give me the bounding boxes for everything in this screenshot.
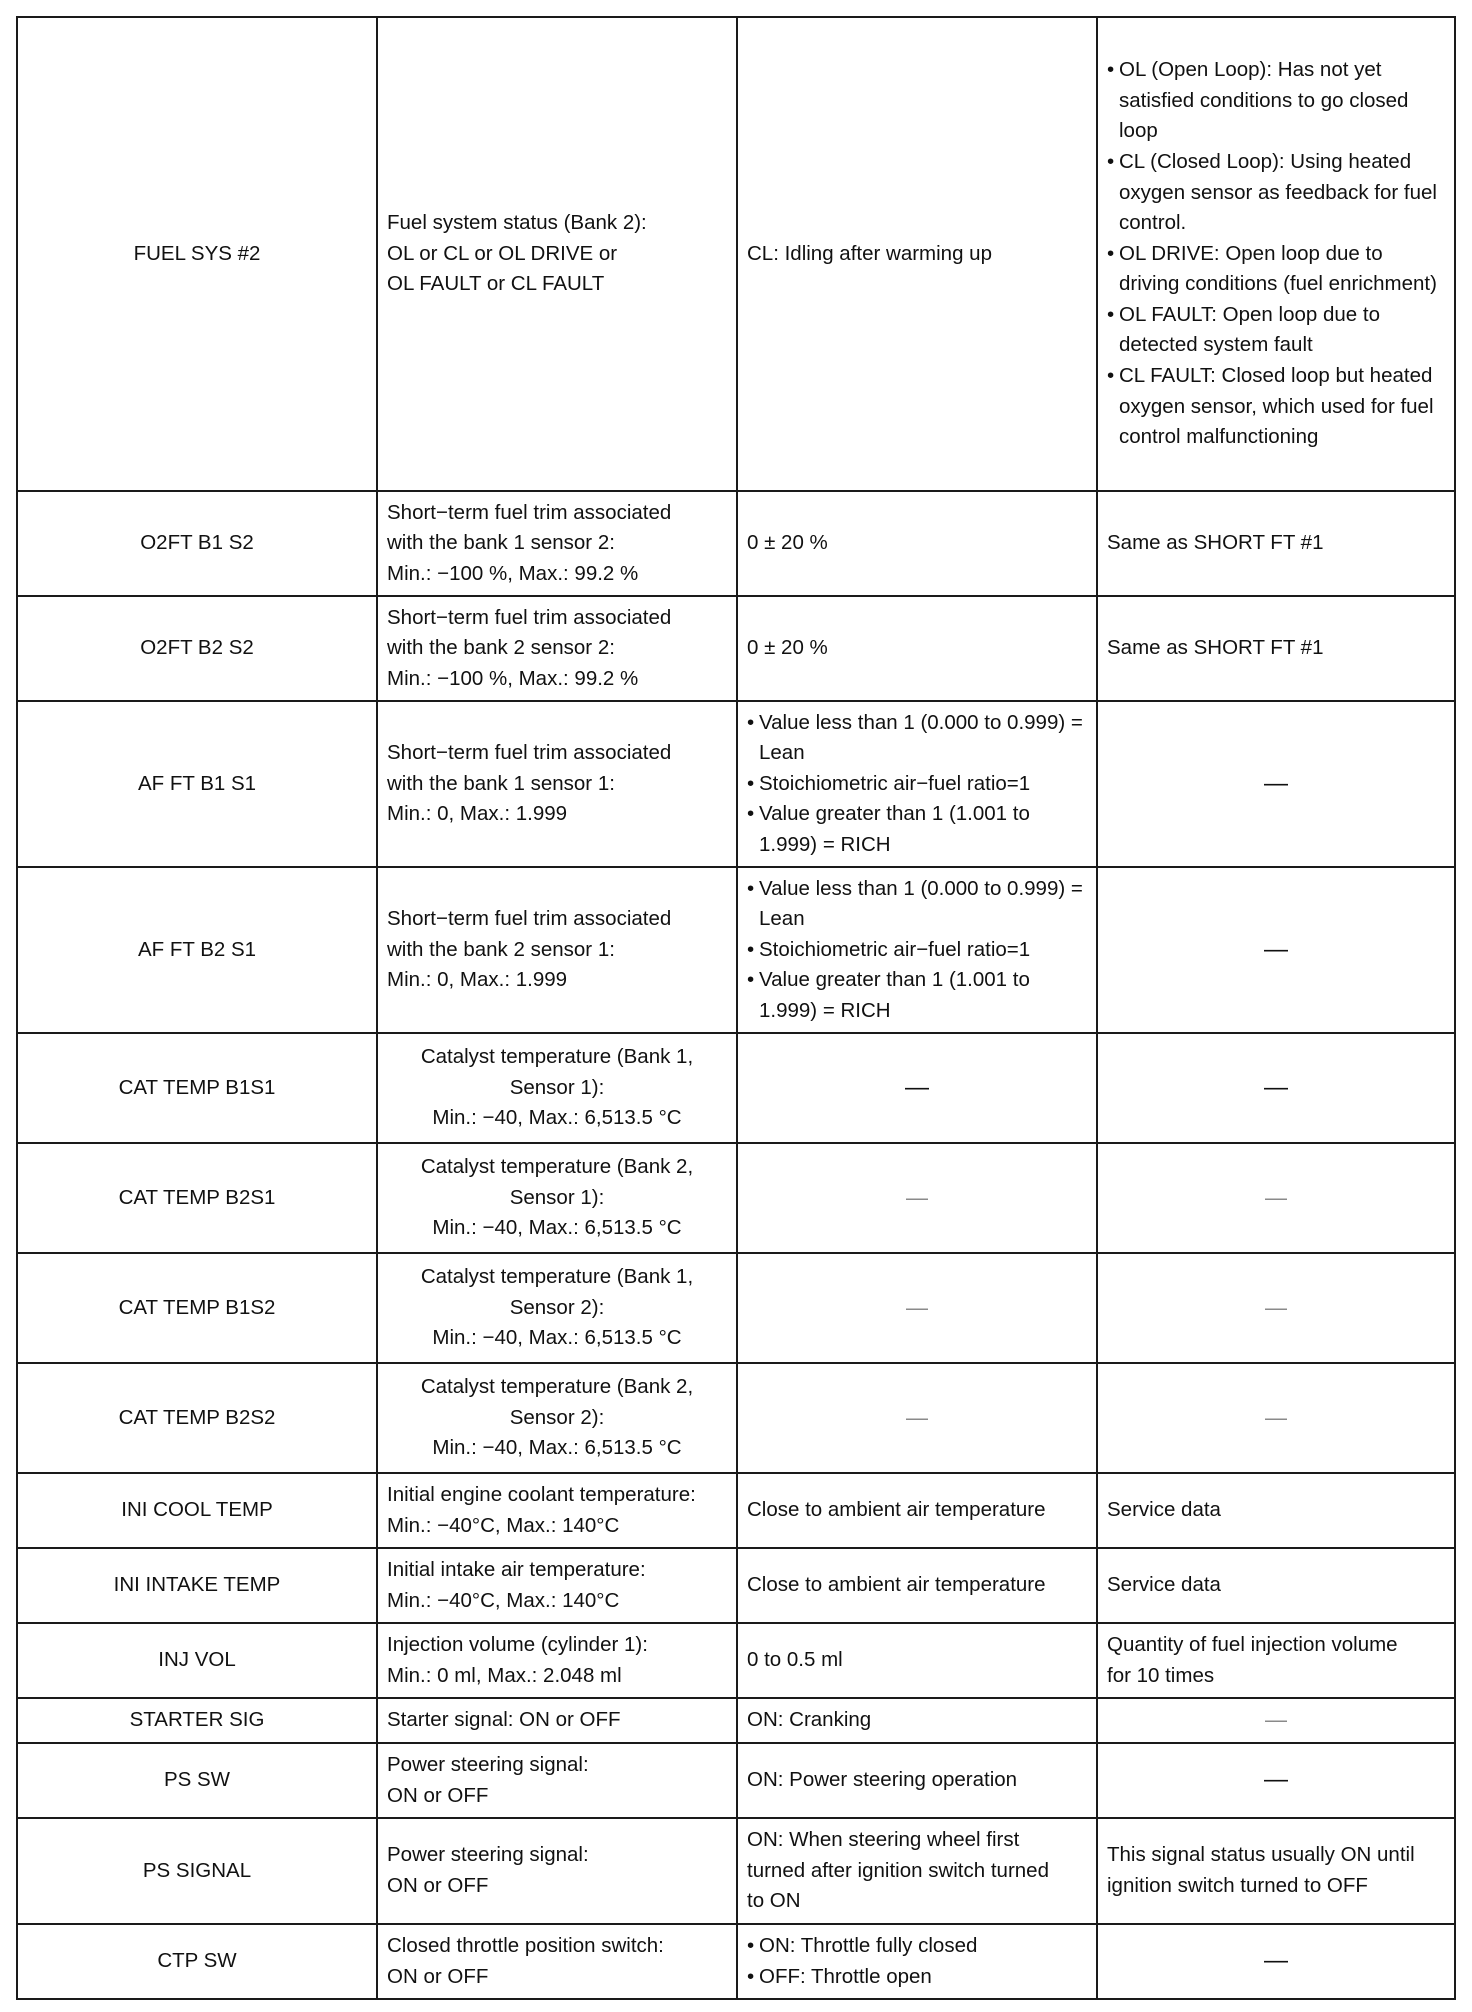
- condition-cell: Close to ambient air temperature: [737, 1473, 1097, 1548]
- condition-cell: 0 ± 20 %: [737, 596, 1097, 701]
- item-cell: O2FT B2 S2: [17, 596, 377, 701]
- list-item: • OL (Open Loop): Has not yet satisfied conditions to go closed loop: [1107, 55, 1448, 147]
- table-row: [17, 1253, 1455, 1363]
- diagnostic-note-cell: Service data: [1097, 1548, 1455, 1623]
- table-row: [17, 596, 1455, 701]
- list-item: • OL FAULT: Open loop due to detected system fault: [1107, 300, 1448, 361]
- diagnostic-note-cell: —: [1097, 867, 1455, 1033]
- diagnostic-note-cell: Same as SHORT FT #1: [1097, 491, 1455, 596]
- condition-cell: [737, 867, 1097, 1033]
- list-item: • OFF: Throttle open: [747, 1962, 1087, 1993]
- condition-cell: —: [737, 1033, 1097, 1143]
- diagnostic-note-cell: —: [1097, 1143, 1455, 1253]
- condition-cell: —: [737, 1143, 1097, 1253]
- table-row: [17, 1363, 1455, 1473]
- condition-cell: ON: Cranking: [737, 1698, 1097, 1743]
- diagnostic-note-cell: [1097, 17, 1455, 491]
- measurement-cell: Initial intake air temperature: Min.: −40°C, Max.: 140°C: [377, 1548, 737, 1623]
- list-item: • Value less than 1 (0.000 to 0.999) = Lean: [747, 708, 1087, 769]
- item-cell: CAT TEMP B2S1: [17, 1143, 377, 1253]
- condition-cell: 0 to 0.5 ml: [737, 1623, 1097, 1698]
- measurement-cell: Power steering signal: ON or OFF: [377, 1818, 737, 1924]
- list-item: • Value greater than 1 (1.001 to 1.999) = RICH: [747, 965, 1087, 1026]
- list-item: • ON: Throttle fully closed: [747, 1931, 1087, 1962]
- table-row: [17, 1143, 1455, 1253]
- item-cell: AF FT B1 S1: [17, 701, 377, 867]
- list-item: • CL (Closed Loop): Using heated oxygen sensor as feedback for fuel control.: [1107, 147, 1448, 239]
- table-row: [17, 1698, 1455, 1743]
- measurement-cell: Short−term fuel trim associated with the bank 2 sensor 2: Min.: −100 %, Max.: 99.2 %: [377, 596, 737, 701]
- diagnostic-note-cell: Same as SHORT FT #1: [1097, 596, 1455, 701]
- condition-cell: Close to ambient air temperature: [737, 1548, 1097, 1623]
- table-row: [17, 701, 1455, 867]
- table-row: [17, 1743, 1455, 1818]
- table-row: [17, 1924, 1455, 1999]
- table-row: [17, 1473, 1455, 1548]
- condition-cell: [737, 701, 1097, 867]
- condition-cell: ON: When steering wheel first turned after ignition switch turned to ON: [737, 1818, 1097, 1924]
- item-cell: CTP SW: [17, 1924, 377, 1999]
- measurement-cell: Starter signal: ON or OFF: [377, 1698, 737, 1743]
- measurement-cell: Closed throttle position switch: ON or OFF: [377, 1924, 737, 1999]
- list-item: • Value greater than 1 (1.001 to 1.999) = RICH: [747, 799, 1087, 860]
- item-cell: PS SW: [17, 1743, 377, 1818]
- item-cell: STARTER SIG: [17, 1698, 377, 1743]
- data-list-table: [16, 16, 1456, 2000]
- item-cell: CAT TEMP B2S2: [17, 1363, 377, 1473]
- list-item: • Stoichiometric air−fuel ratio=1: [747, 935, 1087, 966]
- condition-cell: CL: Idling after warming up: [737, 17, 1097, 491]
- item-cell: O2FT B1 S2: [17, 491, 377, 596]
- table-row: [17, 867, 1455, 1033]
- item-cell: CAT TEMP B1S2: [17, 1253, 377, 1363]
- measurement-cell: Short−term fuel trim associated with the bank 1 sensor 2: Min.: −100 %, Max.: 99.2 %: [377, 491, 737, 596]
- condition-cell: ON: Power steering operation: [737, 1743, 1097, 1818]
- measurement-cell: Short−term fuel trim associated with the bank 1 sensor 1: Min.: 0, Max.: 1.999: [377, 701, 737, 867]
- condition-cell: 0 ± 20 %: [737, 491, 1097, 596]
- table-row: [17, 1548, 1455, 1623]
- diagnostic-note-cell: This signal status usually ON until ignition switch turned to OFF: [1097, 1818, 1455, 1924]
- table-row: [17, 491, 1455, 596]
- measurement-cell: Catalyst temperature (Bank 2, Sensor 1): Min.: −40, Max.: 6,513.5 °C: [377, 1143, 737, 1253]
- diagnostic-note-cell: Quantity of fuel injection volume for 10 times: [1097, 1623, 1455, 1698]
- table-row: [17, 1623, 1455, 1698]
- diagnostic-note-cell: —: [1097, 1743, 1455, 1818]
- condition-cell: —: [737, 1363, 1097, 1473]
- list-item: • CL FAULT: Closed loop but heated oxygen sensor, which used for fuel control malfunctioning: [1107, 361, 1448, 453]
- diagnostic-note-cell: —: [1097, 1698, 1455, 1743]
- list-item: • Value less than 1 (0.000 to 0.999) = Lean: [747, 874, 1087, 935]
- measurement-cell: Short−term fuel trim associated with the bank 2 sensor 1: Min.: 0, Max.: 1.999: [377, 867, 737, 1033]
- table-row: [17, 1033, 1455, 1143]
- diagnostic-note-cell: —: [1097, 1363, 1455, 1473]
- condition-cell: [737, 1924, 1097, 1999]
- table-row: [17, 17, 1455, 491]
- diagnostic-note-cell: —: [1097, 1924, 1455, 1999]
- measurement-cell: Catalyst temperature (Bank 1, Sensor 1): Min.: −40, Max.: 6,513.5 °C: [377, 1033, 737, 1143]
- measurement-cell: Injection volume (cylinder 1): Min.: 0 ml, Max.: 2.048 ml: [377, 1623, 737, 1698]
- list-item: • Stoichiometric air−fuel ratio=1: [747, 769, 1087, 800]
- item-cell: INJ VOL: [17, 1623, 377, 1698]
- item-cell: INI INTAKE TEMP: [17, 1548, 377, 1623]
- diagnostic-note-cell: —: [1097, 701, 1455, 867]
- table-row: [17, 1818, 1455, 1924]
- item-cell: CAT TEMP B1S1: [17, 1033, 377, 1143]
- list-item: • OL DRIVE: Open loop due to driving conditions (fuel enrichment): [1107, 239, 1448, 300]
- measurement-cell: Fuel system status (Bank 2): OL or CL or OL DRIVE or OL FAULT or CL FAULT: [377, 17, 737, 491]
- measurement-cell: Catalyst temperature (Bank 2, Sensor 2): Min.: −40, Max.: 6,513.5 °C: [377, 1363, 737, 1473]
- measurement-cell: Initial engine coolant temperature: Min.: −40°C, Max.: 140°C: [377, 1473, 737, 1548]
- item-cell: PS SIGNAL: [17, 1818, 377, 1924]
- item-cell: FUEL SYS #2: [17, 17, 377, 491]
- diagnostic-note-cell: Service data: [1097, 1473, 1455, 1548]
- measurement-cell: Power steering signal: ON or OFF: [377, 1743, 737, 1818]
- item-cell: AF FT B2 S1: [17, 867, 377, 1033]
- diagnostic-note-cell: —: [1097, 1253, 1455, 1363]
- condition-cell: —: [737, 1253, 1097, 1363]
- item-cell: INI COOL TEMP: [17, 1473, 377, 1548]
- diagnostic-note-cell: —: [1097, 1033, 1455, 1143]
- measurement-cell: Catalyst temperature (Bank 1, Sensor 2): Min.: −40, Max.: 6,513.5 °C: [377, 1253, 737, 1363]
